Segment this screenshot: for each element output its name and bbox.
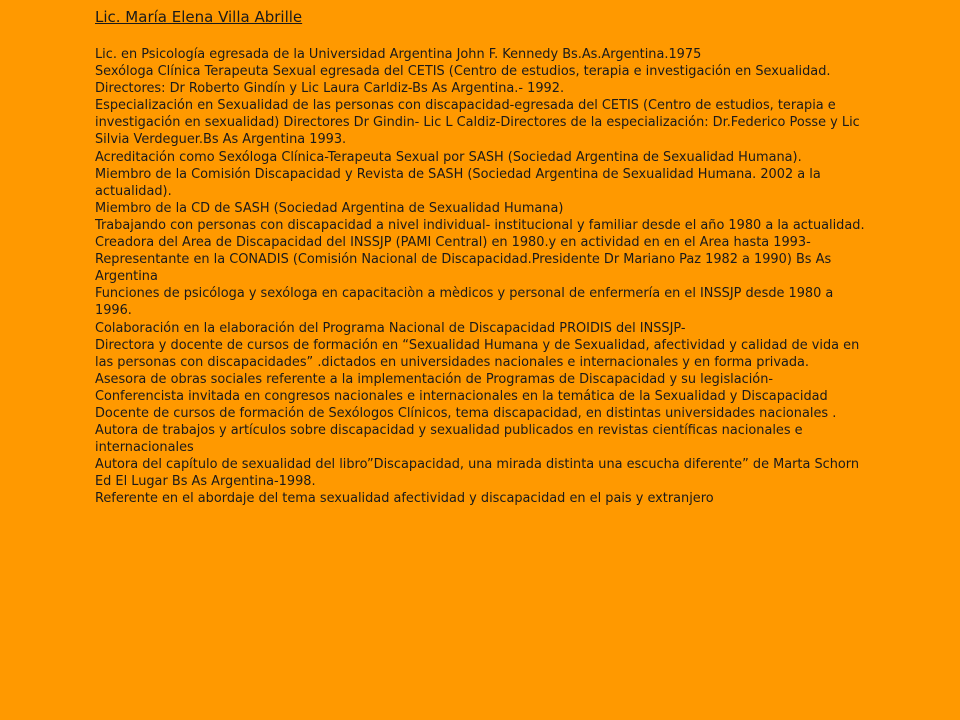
cv-paragraph: Sexóloga Clínica Terapeuta Sexual egresada del CETIS (Centro de estudios, terapia e investigación en Sexualidad. Directores: Dr Roberto Gindín y Lic Laura Carldiz-Bs As Argentina.- 1992. [95, 64, 831, 97]
cv-paragraph: Colaboración en la elaboración del Programa Nacional de Discapacidad PROIDIS del INSSJP- [95, 320, 686, 336]
cv-paragraph: Directora y docente de cursos de formación en “Sexualidad Humana y de Sexualidad, afectividad y calidad de vida en las personas con discapacidades” .dictados en universidades nacionales e internacionales y en forma privada. [95, 337, 860, 370]
cv-paragraph: Especialización en Sexualidad de las personas con discapacidad-egresada del CETIS (Centro de estudios, terapia e investigación en sexualidad) Directores Dr Gindin- Lic L Caldiz-Directores de la especialización: Dr.Federico Posse y Lic Silvia Verdeguer.Bs As Argentina 1993. [95, 98, 860, 148]
cv-paragraph: Miembro de la CD de SASH (Sociedad Argentina de Sexualidad Humana) [95, 200, 564, 216]
cv-paragraph: Lic. en Psicología egresada de la Universidad Argentina John F. Kennedy Bs.As.Argentina.1975 [95, 47, 702, 62]
cv-paragraph: Conferencista invitada en congresos nacionales e internacionales en la temática de la Sexualidad y Discapacidad [95, 388, 828, 404]
cv-paragraph: Funciones de psicóloga y sexóloga en capacitaciòn a mèdicos y personal de enfermería en el INSSJP desde 1980 a 1996. [95, 286, 834, 319]
cv-list [95, 46, 870, 508]
cv-paragraph: Acreditación como Sexóloga Clínica-Terapeuta Sexual por SASH (Sociedad Argentina de Sexualidad Humana). [95, 149, 802, 165]
cv-paragraph: Representante en la CONADIS (Comisión Nacional de Discapacidad.Presidente Dr Mariano Paz 1982 a 1990) Bs As Argentina [95, 252, 832, 285]
cv-paragraph: Referente en el abordaje del tema sexualidad afectividad y discapacidad en el pais y extranjero [95, 491, 714, 507]
cv-paragraph: Creadora del Area de Discapacidad del INSSJP (PAMI Central) en 1980.y en actividad en en el Area hasta 1993- [95, 235, 811, 251]
slide-title: Lic. María Elena Villa Abrille [95, 8, 303, 26]
cv-paragraph: Trabajando con personas con discapacidad a nivel individual- institucional y familiar desde el año 1980 a la actualidad. [95, 217, 865, 233]
cv-paragraph: Docente de cursos de formación de Sexólogos Clínicos, tema discapacidad, en distintas universidades nacionales . [95, 405, 837, 421]
cv-paragraph: Miembro de la Comisión Discapacidad y Revista de SASH (Sociedad Argentina de Sexualidad Humana. 2002 a la actualidad). [95, 166, 821, 199]
cv-paragraph: Autora de trabajos y artículos sobre discapacidad y sexualidad publicados en revistas científicas nacionales e internacionales [95, 423, 803, 456]
cv-paragraph: Autora del capítulo de sexualidad del libro”Discapacidad, una mirada distinta una escucha diferente” de Marta Schorn Ed El Lugar Bs As Argentina-1998. [95, 457, 860, 490]
cv-paragraph: Asesora de obras sociales referente a la implementación de Programas de Discapacidad y su legislación- [95, 371, 774, 387]
